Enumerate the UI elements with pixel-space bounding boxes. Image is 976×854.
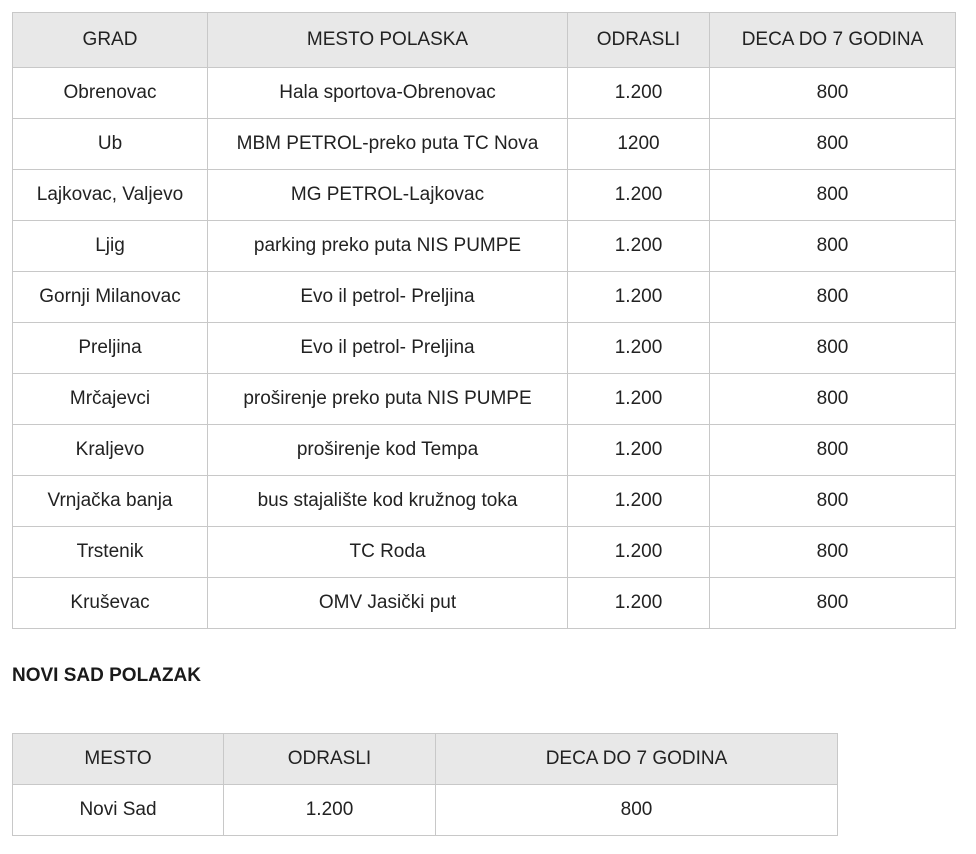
cell-grad: Trstenik (13, 527, 208, 578)
column-header-deca: DECA DO 7 GODINA (436, 734, 838, 785)
cell-mesto-polaska: proširenje preko puta NIS PUMPE (208, 374, 568, 425)
cell-mesto-polaska: Hala sportova-Obrenovac (208, 68, 568, 119)
column-header-odrasli: ODRASLI (224, 734, 436, 785)
cell-mesto-polaska: OMV Jasički put (208, 578, 568, 629)
column-header-grad: GRAD (13, 13, 208, 68)
cell-grad: Obrenovac (13, 68, 208, 119)
cell-mesto-polaska: Evo il petrol- Preljina (208, 272, 568, 323)
column-header-odrasli: ODRASLI (568, 13, 710, 68)
table-row (13, 323, 956, 374)
cell-deca: 800 (710, 68, 956, 119)
cell-deca: 800 (710, 425, 956, 476)
table-row (13, 785, 838, 836)
table-header-row (13, 734, 838, 785)
cell-odrasli: 1.200 (568, 476, 710, 527)
table-row (13, 374, 956, 425)
cell-odrasli: 1.200 (568, 221, 710, 272)
table-header-row (13, 13, 956, 68)
cell-grad: Vrnjačka banja (13, 476, 208, 527)
cell-deca: 800 (710, 476, 956, 527)
table-row (13, 272, 956, 323)
cell-grad: Preljina (13, 323, 208, 374)
cell-grad: Lajkovac, Valjevo (13, 170, 208, 221)
cell-odrasli: 1.200 (568, 68, 710, 119)
departure-price-table (12, 12, 956, 629)
cell-mesto-polaska: MBM PETROL-preko puta TC Nova (208, 119, 568, 170)
cell-mesto-polaska: parking preko puta NIS PUMPE (208, 221, 568, 272)
novi-sad-price-table (12, 733, 838, 836)
cell-odrasli: 1.200 (568, 323, 710, 374)
cell-mesto-polaska: TC Roda (208, 527, 568, 578)
cell-odrasli: 1.200 (568, 170, 710, 221)
table-row (13, 221, 956, 272)
cell-deca: 800 (710, 578, 956, 629)
cell-mesto-polaska: bus stajalište kod kružnog toka (208, 476, 568, 527)
cell-deca: 800 (710, 119, 956, 170)
column-header-deca: DECA DO 7 GODINA (710, 13, 956, 68)
table-row (13, 425, 956, 476)
cell-grad: Gornji Milanovac (13, 272, 208, 323)
cell-odrasli: 1.200 (224, 785, 436, 836)
table-row (13, 476, 956, 527)
cell-grad: Kraljevo (13, 425, 208, 476)
cell-deca: 800 (710, 527, 956, 578)
cell-mesto-polaska: Evo il petrol- Preljina (208, 323, 568, 374)
table-row (13, 68, 956, 119)
cell-deca: 800 (436, 785, 838, 836)
table-row (13, 527, 956, 578)
table-row (13, 578, 956, 629)
cell-odrasli: 1.200 (568, 527, 710, 578)
cell-odrasli: 1200 (568, 119, 710, 170)
table-row (13, 170, 956, 221)
cell-mesto: Novi Sad (13, 785, 224, 836)
cell-deca: 800 (710, 323, 956, 374)
cell-deca: 800 (710, 221, 956, 272)
cell-mesto-polaska: proširenje kod Tempa (208, 425, 568, 476)
column-header-mesto: MESTO (13, 734, 224, 785)
cell-deca: 800 (710, 272, 956, 323)
cell-grad: Kruševac (13, 578, 208, 629)
cell-odrasli: 1.200 (568, 272, 710, 323)
cell-odrasli: 1.200 (568, 374, 710, 425)
cell-deca: 800 (710, 170, 956, 221)
cell-mesto-polaska: MG PETROL-Lajkovac (208, 170, 568, 221)
cell-odrasli: 1.200 (568, 578, 710, 629)
table-row (13, 119, 956, 170)
cell-grad: Ub (13, 119, 208, 170)
cell-deca: 800 (710, 374, 956, 425)
cell-grad: Mrčajevci (13, 374, 208, 425)
cell-grad: Ljig (13, 221, 208, 272)
column-header-mesto-polaska: MESTO POLASKA (208, 13, 568, 68)
cell-odrasli: 1.200 (568, 425, 710, 476)
novi-sad-heading: NOVI SAD POLAZAK (12, 665, 201, 686)
